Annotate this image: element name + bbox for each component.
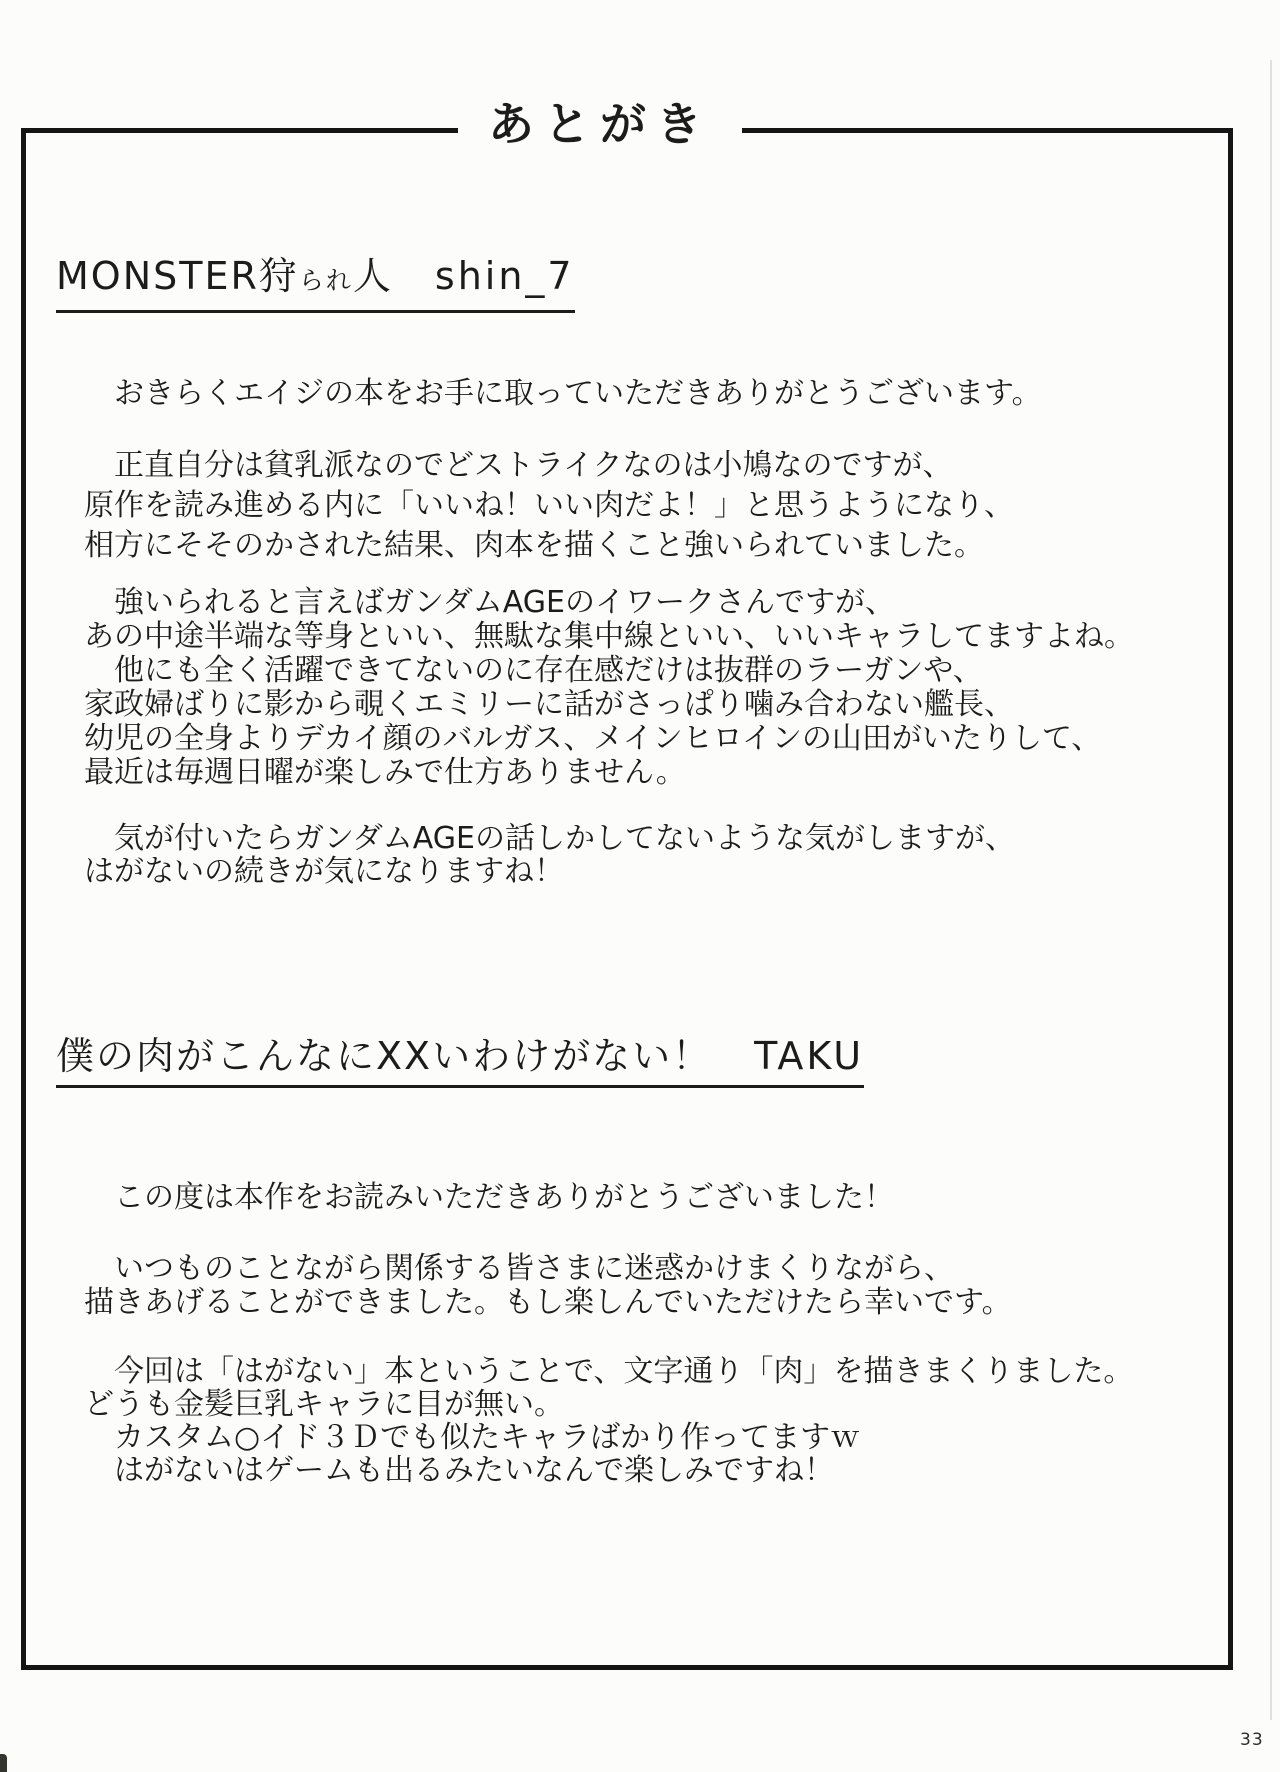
text-line: 気が付いたらガンダムAGEの話しかしてないような気がしますが、: [84, 821, 1015, 856]
page-title: あとがき: [458, 99, 742, 149]
paragraph: [84, 1180, 894, 1216]
text-line: 最近は毎週日曜が楽しみで仕方ありません。: [84, 755, 686, 790]
heading-text: 僕の肉がこんなにXXいわけがない！: [56, 1034, 713, 1078]
scan-artifact-corner: [0, 1754, 7, 1772]
text-line: 描きあげることができました。もし楽しんでいただけたら幸いです。: [84, 1285, 1012, 1320]
text-line: 他にも全く活躍できてないのに存在感だけは抜群のラーガンや、: [84, 653, 983, 688]
text-line: 正直自分は貧乳派なのでどストライクなのは小鳩なのですが、: [84, 448, 953, 483]
text-line: おきらくエイジの本をお手に取っていただきありがとうございます。: [84, 376, 1042, 411]
section-heading-taku: [56, 1034, 864, 1088]
text-line: 幼児の全身よりデカイ顔のバルガス、メインヒロインの山田がいたりして、: [84, 721, 1102, 756]
paragraph: [84, 822, 1015, 888]
text-line: 家政婦ばりに影から覗くエミリーに話がさっぱり噛み合わない艦長、: [84, 687, 1014, 722]
text-line: この度は本作をお読みいただきありがとうございました！: [84, 1180, 894, 1215]
paragraph: [84, 446, 1014, 566]
text-line: 強いられると言えばガンダムAGEのイワークさんですが、: [84, 585, 895, 620]
scan-artifact-right-edge: [1270, 60, 1272, 1720]
text-line: はがないの続きが気になりますね！: [84, 854, 564, 889]
text-line: 原作を読み進める内に「いいね！いい肉だよ！」と思うようになり、: [84, 488, 1014, 523]
paragraph: [84, 586, 1134, 790]
text-line: 今回は「はがない」本ということで、文字通り「肉」を描きまくりました。: [84, 1354, 1134, 1389]
text-line: はがないはゲームも出るみたいなんで楽しみですね！: [84, 1453, 834, 1488]
heading-text: MONSTER狩: [56, 254, 299, 298]
paragraph: [84, 1355, 1133, 1487]
section-heading-shin7: [56, 254, 575, 313]
text-line: カスタム○イド３Ｄでも似たキャラばかり作ってますｗ: [84, 1420, 861, 1455]
text-line: 相方にそそのかされた結果、肉本を描くこと強いられていました。: [84, 528, 984, 563]
author-name: TAKU: [754, 1034, 865, 1078]
paragraph: [84, 1252, 1012, 1320]
text-line: あの中途半端な等身といい、無駄な集中線といい、いいキャラしてますよね。: [84, 619, 1134, 654]
heading-text: 人: [352, 254, 393, 298]
author-name: shin_7: [434, 254, 575, 298]
page-number: 33: [1240, 1730, 1264, 1750]
heading-text-small: られ: [298, 266, 353, 295]
text-line: どうも金髪巨乳キャラに目が無い。: [84, 1387, 564, 1422]
text-line: いつものことながら関係する皆さまに迷惑かけまくりながら、: [84, 1251, 954, 1286]
paragraph: [84, 376, 1042, 412]
